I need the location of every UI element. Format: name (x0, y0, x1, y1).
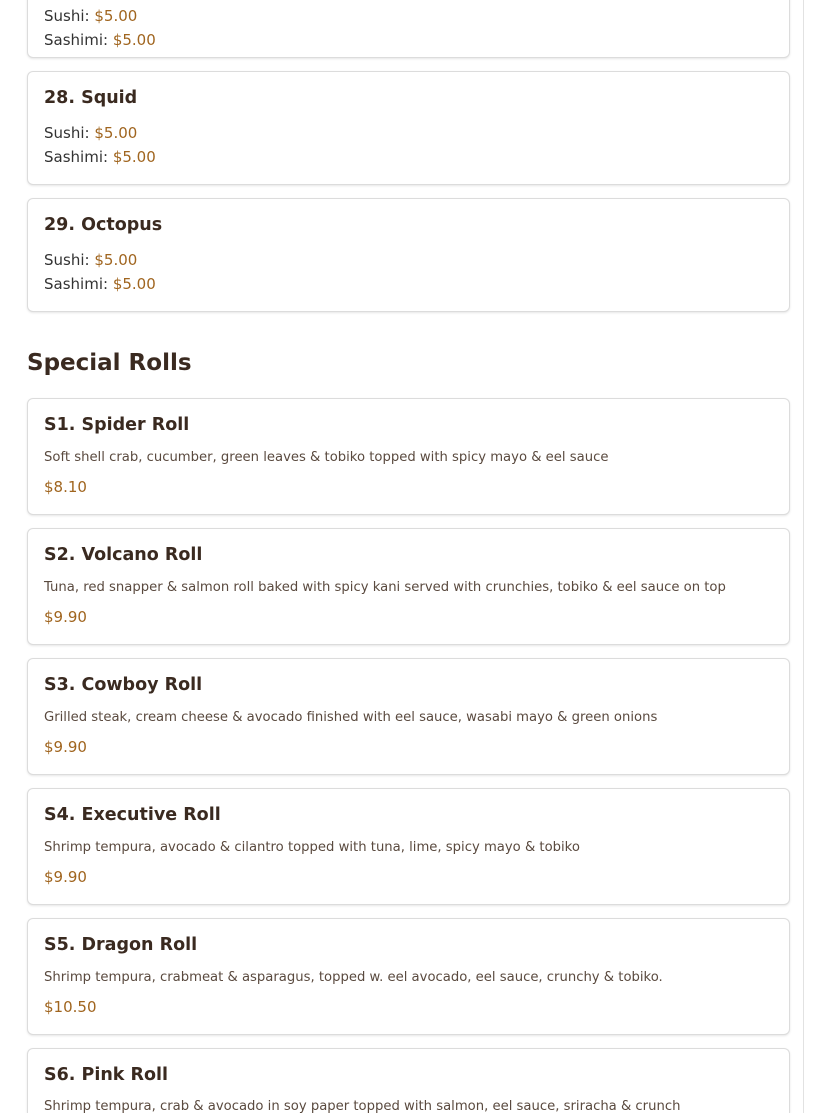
sushi-label: Sushi: (44, 251, 90, 269)
menu-item-card[interactable] (27, 398, 790, 515)
item-title: S2. Volcano Roll (44, 545, 203, 565)
sushi-price-line (44, 124, 137, 142)
menu-item-card[interactable] (27, 71, 790, 185)
item-title: 29. Octopus (44, 215, 163, 235)
item-description: Shrimp tempura, avocado & cilantro topped with tuna, lime, spicy mayo & tobiko (44, 840, 580, 855)
section-heading-special-rolls: Special Rolls (27, 350, 192, 376)
sashimi-price: $5.00 (112, 31, 156, 49)
page-edge-divider (803, 0, 804, 1113)
item-title: S1. Spider Roll (44, 415, 190, 435)
item-price: $10.50 (44, 998, 97, 1016)
sashimi-label: Sashimi: (44, 275, 109, 293)
item-title: S5. Dragon Roll (44, 935, 198, 955)
item-description: Soft shell crab, cucumber, green leaves & tobiko topped with spicy mayo & eel sauce (44, 450, 609, 465)
sashimi-price-line (44, 31, 156, 49)
menu-item-card[interactable] (27, 528, 790, 645)
sashimi-price: $5.00 (112, 148, 156, 166)
sashimi-price: $5.00 (112, 275, 156, 293)
item-price: $9.90 (44, 608, 87, 626)
menu-item-card[interactable] (27, 1048, 790, 1113)
item-title: S6. Pink Roll (44, 1065, 169, 1085)
menu-item-card[interactable] (27, 658, 790, 775)
menu-item-card[interactable] (27, 918, 790, 1035)
sashimi-price-line (44, 148, 156, 166)
item-title: S4. Executive Roll (44, 805, 221, 825)
menu-item-card[interactable] (27, 0, 790, 58)
sushi-price-line (44, 7, 137, 25)
sushi-price: $5.00 (94, 7, 138, 25)
item-description: Tuna, red snapper & salmon roll baked with spicy kani served with crunchies, tobiko & eel sauce on top (44, 580, 726, 595)
item-description: Shrimp tempura, crab & avocado in soy paper topped with salmon, eel sauce, sriracha & crunch (44, 1099, 681, 1113)
item-title: 28. Squid (44, 88, 138, 108)
sushi-price: $5.00 (94, 251, 138, 269)
item-price: $8.10 (44, 478, 87, 496)
sashimi-label: Sashimi: (44, 31, 109, 49)
item-price: $9.90 (44, 738, 87, 756)
sushi-price: $5.00 (94, 124, 138, 142)
sushi-label: Sushi: (44, 124, 90, 142)
item-description: Shrimp tempura, crabmeat & asparagus, topped w. eel avocado, eel sauce, crunchy & tobiko. (44, 970, 663, 985)
sashimi-price-line (44, 275, 156, 293)
item-description: Grilled steak, cream cheese & avocado finished with eel sauce, wasabi mayo & green onions (44, 710, 658, 725)
sushi-price-line (44, 251, 137, 269)
sushi-label: Sushi: (44, 7, 90, 25)
item-price: $9.90 (44, 868, 87, 886)
sashimi-label: Sashimi: (44, 148, 109, 166)
item-title: S3. Cowboy Roll (44, 675, 203, 695)
menu-item-card[interactable] (27, 198, 790, 312)
menu-item-card[interactable] (27, 788, 790, 905)
